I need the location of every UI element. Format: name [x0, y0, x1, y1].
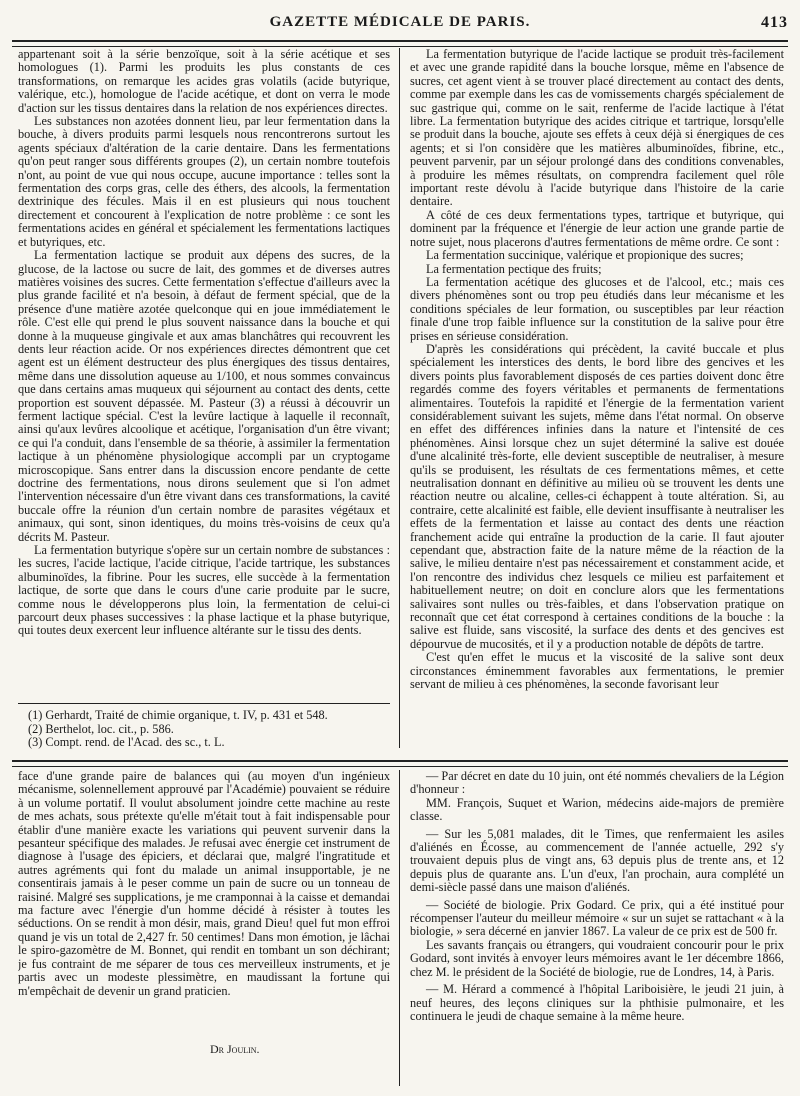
paragraph: La fermentation succinique, valérique et propionique des sucres; [426, 248, 744, 263]
paragraph: appartenant soit à la série benzoïque, soit à la série acétique et ses homologues (1). Parmi les produits les plus constants de ces transformations, on remarque les acides gras volatils (acide butyrique, valérique, etc.), homologue de l'acide acétique, et dont on verra le mode d'action sur les tissus dentaires dans la relation de nos expériences directes. [18, 48, 390, 115]
paragraph: A côté de ces deux fermentations types, tartrique et butyrique, qui dominent par la fréquence et l'énergie de leur action une grande partie de notre sujet, nous placerons d'autres fermentations de même ordre. Ce sont : [410, 207, 784, 249]
paragraph: Les substances non azotées donnent lieu, par leur fermentation dans la bouche, à divers produits parmi lesquels nous rencontrerons surtout les agents spéciaux d'altération de la carie dentaire. Dans les fermentations qu'on peut ranger sous différents groupes (2), un certain nombre toutefois n'ont, au point de vue qui nous occupe, aucune importance : telles sont la fermentation des corps gras, celle des éthers, des alcools, la fermentation dextrinique des fécules. Mais il en est plusieurs qui nous touchent directement et concourent à l'explication de notre problème : ce sont les fermentations acides en général et spécialement les fermentations lactiques et butyriques, etc. [18, 114, 390, 249]
news-item: — Par décret en date du 10 juin, ont été nommés chevaliers de la Légion d'honneur : [410, 770, 784, 797]
paragraph: La fermentation butyrique s'opère sur un certain nombre de substances : les sucres, l'acide lactique, l'acide citrique, l'acide tartrique, les substances albuminoïdes, la fibrine. Pour les sucres, elle succède à la fermentation lactique, de sorte que dans le cours d'une carie produite par le sucre, comme nous le développerons plus loin, la fermentation de celui-ci parcourt deux phases successives : la phase lactique et la phase butyrique, qui toutes deux exercent leur influence altérante sur le tissu des dents. [18, 543, 390, 638]
news-item: — Société de biologie. Prix Godard. Ce prix, qui a été institué pour récompenser l'auteur du meilleur mémoire « sur un sujet se rattachant « à la biologie, » sera décerné en janvier 1867. La valeur de ce prix est de 500 fr. [410, 897, 784, 939]
left-column-bottom [18, 770, 390, 1040]
footnote-divider [18, 703, 390, 704]
right-column-top [410, 48, 784, 748]
right-column-bottom [410, 770, 784, 1086]
column-divider [399, 48, 400, 748]
page-number: 413 [761, 14, 788, 31]
paragraph: La fermentation lactique se produit aux dépens des sucres, de la glucose, de la lactose ou sucre de lait, des gommes et de diverses autres matières voisines des sucres. Cette fermentation s'effectue d'ailleurs avec la plus grande facilité et n'a besoin, à défaut de ferment spécial, que de la présence d'une matière azotée quelconque qui en joue immédiatement le rôle. C'est elle qui prend le plus souvent naissance dans la bouche et qui donne à la muqueuse gingivale et aux amas blanchâtres qui recouvrent les dents leur réaction acide. Or nos expériences directes démontrent que cet agent est un élément destructeur des plus énergiques des tissus dentaires, même dans une dissolution aqueuse au 1/100, et nous sommes convaincus que dans certains amas muqueux qui séjournent au contact des dents, cette proportion est souvent dépassée. M. Pasteur (3) a réussi à découvrir un ferment lactique spécial. C'est la levûre lactique à laquelle il reconnaît, ainsi qu'aux levûres alcoolique et acétique, l'organisation d'un être vivant; ce qui l'a conduit, dans l'ensemble de sa théorie, à assimiler la fermentation lactique à un phénomène physiologique accompli par un cryptogame microscopique. Sans entrer dans la discussion encore pendante de cette doctrine des fermentations, nous dirons seulement que si l'on admet l'intervention nécessaire d'un être vivant dans ces transformations, la cavité buccale offre la réunion d'un certain nombre de parasites végétaux et animaux, qui sont, sinon identiques, du moins très-voisins de ceux qu'a décrits M. Pasteur. [18, 248, 390, 544]
paragraph: C'est qu'en effet le mucus et la viscosité de la salive sont deux circonstances éminemment favorables aux fermentations, le premier servant de milieu à ces phénomènes, la seconde favorisant leur [410, 650, 784, 692]
left-column-top [18, 48, 390, 696]
journal-title: GAZETTE MÉDICALE DE PARIS. [269, 14, 531, 30]
author-signature: Dr Joulin. [210, 1042, 260, 1056]
footnote: (2) Berthelot, loc. cit., p. 586. [28, 721, 174, 736]
news-item: MM. François, Suquet et Warion, médecins aide-majors de première classe. [410, 795, 784, 824]
footnote: (1) Gerhardt, Traité de chimie organique, t. IV, p. 431 et 548. [28, 708, 328, 722]
paragraph: face d'une grande paire de balances qui (au moyen d'un ingénieux mécanisme, solennellement approuvé par l'Académie) pouvaient se réduire à un volume portatif. Il voulut absolument joindre cette machine au reste de mes achats, sous prétexte qu'elle m'était tout à fait indispensable pour établir d'une manière exacte les variations qui peuvent survenir dans la pesanteur spécifique des malades. Je refusai avec énergie cet instrument de diagnose à l'usage des épiciers, et déclarai que, malgré l'ingratitude et autres agréments qui font du malade un animal insupportable, je ne consentirais jamais à le peser comme un pain de sucre ou un tonneau de raisiné. Malgré ses supplications, je me cramponnai à la caisse et demandai ma facture avec l'énergie d'un homme décidé à résister à toutes les séductions. On se rendit à mon désir, mais, grand Dieu! quel fut mon effroi quand je vis un total de 2,427 fr. 50 centimes! Dans mon émotion, je lâchai le spiro-gazomètre de M. Bonnet, qui rendit en tombant un son déchirant; je fus contraint de me séparer de tous ces merveilleux instruments, et je partis avec un modeste plessimètre, en maudissant la fortune qui m'empêchait de devenir un grand praticien. [18, 770, 390, 998]
header-rule [12, 40, 788, 47]
page-header [12, 14, 788, 40]
column-divider [399, 770, 400, 1086]
paragraph: La fermentation pectique des fruits; [426, 261, 602, 276]
news-item: — M. Hérard a commencé à l'hôpital Lariboisière, le jeudi 21 juin, à neuf heures, des leçons cliniques sur la phthisie pulmonaire, et les continuera le jeudi de chaque semaine à la même heure. [410, 982, 784, 1023]
footnote: (3) Compt. rend. de l'Acad. des sc., t. L. [28, 735, 225, 750]
news-item: Les savants français ou étrangers, qui voudraient concourir pour le prix Godard, sont invités à envoyer leurs mémoires avant le 1er décembre 1866, chez M. le président de la Société de biologie, rue de Londres, 14, à Paris. [410, 937, 784, 979]
paragraph: La fermentation butyrique de l'acide lactique se produit très-facilement et avec une grande rapidité dans la bouche lorsque, même en l'absence de sucres, cet agent vient à se trouver placé directement au contact des dents, comme par exemple dans les cas de vomissements chargés spécialement de suc gastrique qui, comme on le sait, renferme de l'acide lactique à l'état libre. La fermentation butyrique des acides citrique et tartrique, lorsqu'elle se produit dans la bouche, ajoute ses effets à ceux déjà si énergiques de ces agents; et si l'on considère que les matières albuminoïdes, fibrine, etc., peuvent parvenir, par un séjour prolongé dans des conditions convenables, à produire les mêmes résultats, on comprendra facilement quel rôle important reste dévolu à l'acide butyrique dans l'histoire de la carie dentaire. [410, 48, 784, 209]
paragraph: D'après les considérations qui précèdent, la cavité buccale et plus spécialement les interstices des dents, le bord libre des gencives et les divers points plus favorablement disposés de ces parties doivent donc être regardés comme des foyers véritables et permanents de fermentations alimentaires. Toutefois la rapidité et l'énergie de la fermentation varient considérablement suivant les sujets, même dans l'état normal. On observe en effet des différences infinies dans la nature et l'intensité de ces phénomènes. Ainsi lorsque chez un sujet déterminé la salive est douée d'une alcalinité très-forte, elle devient susceptible de neutraliser, à mesure qu'ils se produisent, les résultats de ces fermentations mêmes, et cette neutralisation donnant en définitive au milieu où se trouvent les dents une réaction neutre ou alcaline, celles-ci échappent à toute altération. Si, au contraire, cette alcalinité est faible, elle devient insuffisante à neutraliser les effets de la fermentation et laisse au contact des dents une réaction franchement acide qui entraîne la production de la carie. Il faut ajouter cependant que, abstraction faite de la nature même de la réaction de la salive, le milieu dentaire n'est pas nécessairement et constamment acide, et l'on rencontre des individus chez lesquels ce milieu est parfaitement et habituellement neutre; on doit en conclure alors que les fermentations salivaires sont nulles ou très-faibles, et dans l'observation pratique on reconnaît que cet état correspond à certaines conditions de la bouche : la salive est fluide, sans viscosité, la surface des dents et des gencives est dépourvue de mucosités, et il y a production notable de dépôts de tartre. [410, 341, 784, 651]
paragraph: La fermentation acétique des glucoses et de l'alcool, etc.; mais ces divers phénomènes sont ou trop peu étudiés dans leur mécanisme et les conditions spéciales de leur formation, ou susceptibles par leur réaction finale d'une trop faible influence sur la constitution de la salive pour être prises en sérieuse considération. [410, 274, 784, 343]
footnotes [28, 709, 388, 750]
news-item: — Sur les 5,081 malades, dit le Times, que renfermaient les asiles d'aliénés en Écosse, au commencement de l'année actuelle, 292 s'y trouvaient depuis plus de vingt ans, 63 depuis plus de trente ans, et 12 depuis plus de quarante ans. L'un d'eux, l'an prochain, aura complété un demi-siècle passé dans une maison d'aliénés. [410, 826, 784, 895]
section-rule [12, 760, 788, 767]
